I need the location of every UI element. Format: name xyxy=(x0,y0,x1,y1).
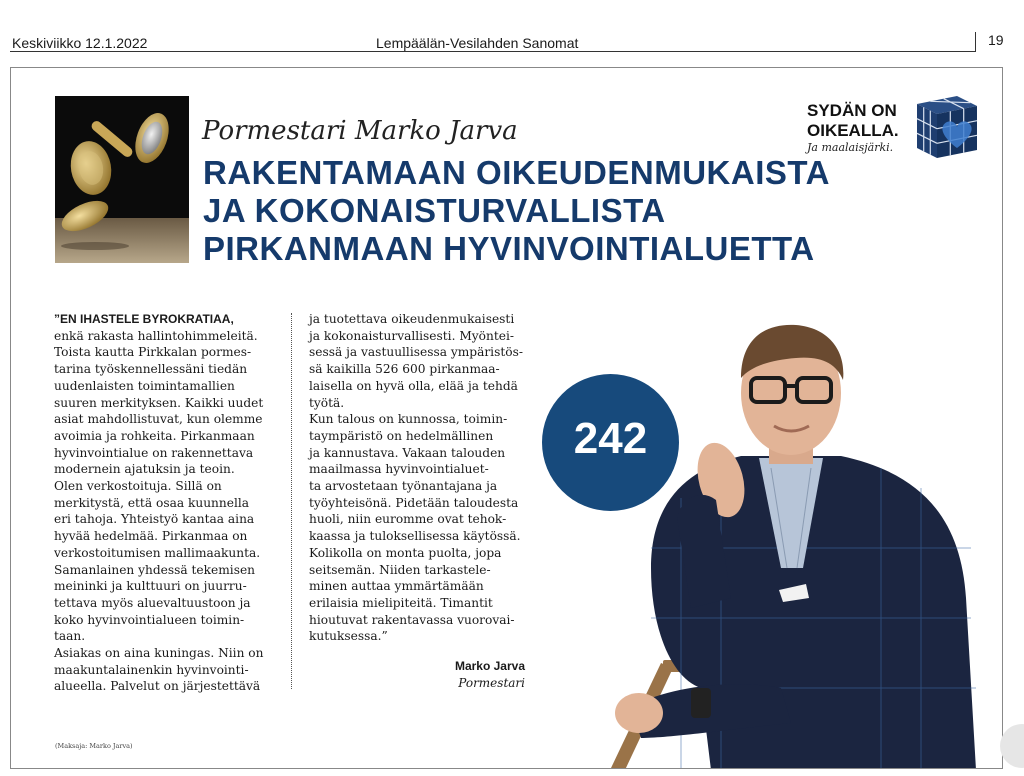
headline-line: JA KOKONAISTURVALLISTA xyxy=(203,192,666,229)
body-line: ja tuotettava oikeudenmukaisesti xyxy=(309,312,515,326)
text-column-2 xyxy=(309,311,541,645)
body-line: työtä. xyxy=(309,395,345,410)
slogan-line: SYDÄN ON xyxy=(807,101,897,120)
ad-subtitle: Pormestari Marko Jarva xyxy=(202,116,518,146)
body-lead: ”EN IHASTELE BYROKRATIAA, xyxy=(54,312,234,326)
body-line: Olen verkostoituja. Sillä on xyxy=(54,479,222,494)
signature xyxy=(409,658,525,692)
body-line: laisella on hyvä olla, elää ja tehdä xyxy=(309,378,518,393)
body-line: työyhteisönä. Pidetään taloudesta xyxy=(309,495,519,510)
body-line: ja kannustava. Vakaan talouden xyxy=(309,445,506,460)
body-line: eri tahoja. Yhteistyö kantaa aina xyxy=(54,512,255,527)
signature-title: Pormestari xyxy=(458,676,525,690)
slogan-text xyxy=(807,101,899,141)
body-line: Samanlainen yhdessä tekemisen xyxy=(54,562,256,577)
candidate-number-badge xyxy=(542,374,679,511)
signature-name: Marko Jarva xyxy=(454,659,525,673)
payer-credit: (Maksaja: Marko Jarva) xyxy=(55,742,133,750)
page-corner-button[interactable] xyxy=(1000,724,1024,768)
headline-line: RAKENTAMAAN OIKEUDENMUKAISTA xyxy=(203,154,830,191)
body-line: enkä rakasta hallintohimmeleitä. xyxy=(54,328,258,343)
body-line: asiat mahdollistuvat, kun olemme xyxy=(54,412,263,427)
ad-headline xyxy=(203,154,830,268)
body-line: erilaisia mielipiteitä. Timantit xyxy=(309,595,493,610)
body-line: meininki ja kulttuuri on juurru- xyxy=(54,579,247,594)
body-line: maailmassa hyvinvointialuet- xyxy=(309,462,489,477)
body-line: taan. xyxy=(54,629,86,644)
body-line: Kolikolla on monta puolta, jopa xyxy=(309,545,502,560)
text-column-1 xyxy=(54,311,294,695)
body-line: minen auttaa ymmärtämään xyxy=(309,579,484,594)
body-line: hyvinvointialue on rakennettava xyxy=(54,445,254,460)
body-line: hioutuvat rakentavassa vuorovai- xyxy=(309,612,515,627)
body-line: maakuntalainenkin hyvinvointi- xyxy=(54,662,249,677)
heart-cube-icon xyxy=(907,90,982,162)
body-line: Kun talous on kunnossa, toimin- xyxy=(309,412,508,427)
body-line: alueella. Palvelut on järjestettävä xyxy=(54,679,261,694)
header-rule xyxy=(10,51,976,52)
body-line: kaassa ja tuloksellisessa käytössä. xyxy=(309,529,521,544)
slogan-tagline: Ja maalaisjärki. xyxy=(807,141,894,154)
body-line: modernein ajatuksin ja teoin. xyxy=(54,462,235,477)
body-line: Asiakas on aina kuningas. Niin on xyxy=(54,646,264,661)
body-line: suuren merkityksen. Kaikki uudet xyxy=(54,395,264,410)
body-line: huoli, niin euromme ovat tehok- xyxy=(309,512,507,527)
campaign-advertisement xyxy=(10,67,1003,769)
body-line: merkitystä, että osaa kuunnella xyxy=(54,495,250,510)
body-line: koko hyvinvointialueen toimin- xyxy=(54,612,245,627)
header-separator xyxy=(975,32,976,51)
candidate-number: 242 xyxy=(573,414,648,463)
slogan-logo xyxy=(807,98,987,160)
falling-coins-image xyxy=(55,96,189,263)
body-line: tettava myös aluevaltuustoon ja xyxy=(54,595,251,610)
body-line: uudenlaisten toimintamallien xyxy=(54,378,235,393)
body-line: taympäristö on hedelmällinen xyxy=(309,428,494,443)
candidate-photo xyxy=(591,268,991,769)
issue-date: Keskiviikko 12.1.2022 xyxy=(12,35,148,51)
body-line: ja kokonaisturvallisesti. Myöntei- xyxy=(309,328,514,343)
body-line: sä kaikilla 526 600 pirkanmaa- xyxy=(309,362,500,377)
body-line: sessä ja vastuullisessa ympäristös- xyxy=(309,345,523,360)
page-number: 19 xyxy=(988,32,1004,48)
body-line: hyvää hedelmää. Pirkanmaa on xyxy=(54,529,248,544)
newspaper-name: Lempäälän-Vesilahden Sanomat xyxy=(376,35,579,51)
headline-line: PIRKANMAAN HYVINVOINTIALUETTA xyxy=(203,230,815,267)
newspaper-header xyxy=(0,0,1024,56)
body-line: kutuksessa.” xyxy=(309,629,388,644)
body-line: tarina työskennellessäni tiedän xyxy=(54,362,248,377)
body-line: seitsemän. Niiden tarkastele- xyxy=(309,562,491,577)
body-line: verkostoitumisen mallimaakunta. xyxy=(54,545,261,560)
slogan-line: OIKEALLA. xyxy=(807,121,899,140)
body-line: ta arvostetaan työnantajana ja xyxy=(309,479,498,494)
column-divider xyxy=(291,313,292,689)
body-line: Toista kautta Pirkkalan pormes- xyxy=(54,345,252,360)
body-line: avoimia ja rohkeita. Pirkanmaan xyxy=(54,428,255,443)
